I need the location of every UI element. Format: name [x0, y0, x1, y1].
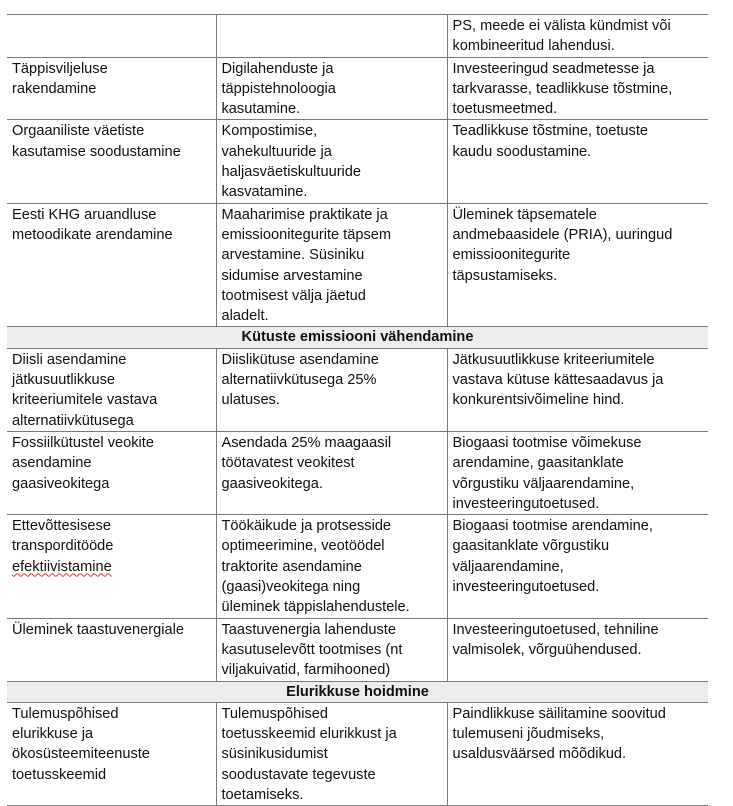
- cell-text-line: väljaarendamine,: [452, 558, 564, 575]
- table-row: [7, 618, 708, 681]
- measure-cell: [7, 618, 216, 681]
- measure-cell: [7, 120, 216, 203]
- cell-text-line: arvestamine. Süsiniku: [221, 247, 365, 264]
- cell-text-line: Digilahenduste ja: [221, 60, 334, 77]
- description-cell: [216, 348, 447, 431]
- cell-text-line: toetamiseks.: [221, 786, 304, 803]
- prerequisites-cell: [447, 120, 708, 203]
- cell-text-line: Orgaaniliste väetiste: [12, 123, 145, 140]
- cell-text-line: viljakuivatid, farmihooned): [221, 662, 391, 679]
- cell-text-line: konkurentsivõimeline hind.: [452, 392, 625, 409]
- measure-cell: [7, 15, 216, 58]
- cell-text-line: ulatuses.: [221, 392, 280, 409]
- cell-text-line: Eesti KHG aruandluse: [12, 206, 157, 223]
- measure-cell: [7, 203, 216, 327]
- cell-text-line: aladelt.: [221, 308, 269, 325]
- description-cell: [216, 120, 447, 203]
- cell-text-line: gaasiveokitega: [12, 475, 110, 492]
- cell-text-line: Paindlikkuse säilitamine soovitud: [452, 705, 666, 722]
- cell-text-line: kasvatamine.: [221, 184, 308, 201]
- measure-cell: [7, 702, 216, 805]
- cell-text-line: Biogaasi tootmise võimekuse: [452, 434, 642, 451]
- cell-text-line: Töökäikude ja protsesside: [221, 518, 392, 535]
- spellcheck-underlined-word: efektiivistamine: [12, 558, 112, 575]
- prerequisites-cell: [447, 15, 708, 58]
- cell-text-line: asendamine: [12, 455, 92, 472]
- table-row: [7, 348, 708, 431]
- cell-text-line: Tulemuspõhised: [12, 705, 119, 722]
- description-cell: [216, 515, 447, 618]
- prerequisites-cell: [447, 348, 708, 431]
- cell-text-line: transporditööde: [12, 538, 114, 555]
- cell-text-line: rakendamine: [12, 80, 97, 97]
- table-row: [7, 203, 708, 327]
- prerequisites-cell: [447, 702, 708, 805]
- cell-text-line: emissioonitegurite: [452, 247, 571, 264]
- table-row: [7, 702, 708, 805]
- cell-text-line: Diislikütuse asendamine: [221, 351, 379, 368]
- description-cell: [216, 702, 447, 805]
- measures-table: [7, 14, 708, 806]
- section-header-row: [7, 681, 708, 702]
- cell-text-line: valmisolek, võrguühendused.: [452, 641, 642, 658]
- cell-text-line: metoodikate arendamine: [12, 226, 173, 243]
- cell-text-line: gaasiveokitega.: [221, 475, 323, 492]
- cell-text-line: alternatiivkütusega 25%: [221, 372, 377, 389]
- cell-text-line: Fossiilkütustel veokite: [12, 434, 154, 451]
- cell-text-line: tootmisest välja jäetud: [221, 287, 366, 304]
- prerequisites-cell: [447, 515, 708, 618]
- measure-cell: [7, 348, 216, 431]
- cell-text-line: toetusskeemid elurikkust ja: [221, 726, 397, 743]
- document-page: [7, 14, 708, 806]
- cell-text-line: üleminek täppislahendustele.: [221, 599, 410, 616]
- description-cell: [216, 618, 447, 681]
- cell-text-line: vahekultuuride ja: [221, 143, 332, 160]
- cell-text-line: (gaasi)veokitega ning: [221, 579, 361, 596]
- cell-text-line: Taastuvenergia lahenduste: [221, 621, 396, 638]
- section-title: Elurikkuse hoidmine: [7, 681, 708, 702]
- cell-text-line: kasutamine.: [221, 101, 301, 118]
- cell-text-line: Maaharimise praktikate ja: [221, 206, 388, 223]
- cell-text-line: elurikkuse ja: [12, 726, 94, 743]
- cell-text-line: Diisli asendamine: [12, 351, 127, 368]
- cell-text-line: PS, meede ei välista kündmist või: [452, 18, 671, 34]
- table-row: [7, 15, 708, 58]
- cell-text-line: [12, 557, 211, 577]
- cell-text-line: kombineeritud lahendusi.: [452, 38, 615, 55]
- cell-text-line: Biogaasi tootmise arendamine,: [452, 518, 653, 535]
- cell-text-line: Ettevõttesisese: [12, 518, 111, 535]
- description-cell: [216, 15, 447, 58]
- cell-text-line: Üleminek täpsematele: [452, 206, 597, 223]
- cell-text-line: gaasitanklate võrgustiku: [452, 538, 610, 555]
- cell-text-line: toetusskeemid: [12, 766, 107, 783]
- cell-text-line: Tulemuspõhised: [221, 705, 329, 722]
- cell-text-line: töötavatest veokitest: [221, 455, 355, 472]
- prerequisites-cell: [447, 203, 708, 327]
- description-cell: [216, 57, 447, 120]
- cell-text-line: Teadlikkuse tõstmine, toetuste: [452, 123, 648, 140]
- description-cell: [216, 203, 447, 327]
- cell-text-line: alternatiivkütusega: [12, 412, 134, 429]
- prerequisites-cell: [447, 57, 708, 120]
- cell-text-line: haljasväetiskultuuride: [221, 164, 362, 181]
- cell-text-line: kriteeriumitele vastava: [12, 392, 158, 409]
- section-title: Kütuste emissiooni vähendamine: [7, 327, 708, 348]
- cell-text-line: täpsustamiseks.: [452, 267, 558, 284]
- cell-text-line: kasutuselevõtt tootmises (nt: [221, 641, 403, 658]
- measure-cell: [7, 515, 216, 618]
- cell-text-line: kasutamise soodustamine: [12, 143, 181, 160]
- cell-text-line: Üleminek taastuvenergiale: [12, 621, 184, 638]
- cell-text-line: jätkusuutlikkuse: [12, 372, 116, 389]
- measure-cell: [7, 431, 216, 514]
- measure-cell: [7, 57, 216, 120]
- cell-text-line: vastava kütuse kättesaadavus ja: [452, 372, 664, 389]
- cell-text-line: Asendada 25% maagaasil: [221, 434, 392, 451]
- cell-text-line: andmebaasidele (PRIA), uuringud: [452, 226, 673, 243]
- cell-text-line: toetusmeetmed.: [452, 101, 558, 118]
- cell-text-line: investeeringutoetused.: [452, 579, 600, 596]
- table-row: [7, 515, 708, 618]
- table-row: [7, 120, 708, 203]
- description-cell: [216, 431, 447, 514]
- cell-text-line: investeeringutoetused.: [452, 495, 600, 512]
- cell-text-line: kaudu soodustamine.: [452, 143, 592, 160]
- cell-text-line: Kompostimise,: [221, 123, 318, 140]
- table-row: [7, 57, 708, 120]
- cell-text-line: võrgustiku väljaarendamine,: [452, 475, 635, 492]
- cell-text-line: Jätkusuutlikkuse kriteeriumitele: [452, 351, 655, 368]
- table-row: [7, 431, 708, 514]
- table-body: [7, 15, 708, 806]
- cell-text-line: Investeeringud seadmetesse ja: [452, 60, 655, 77]
- cell-text-line: ökosüsteemiteenuste: [12, 746, 150, 763]
- cell-text-line: tarkvarasse, teadlikkuse tõstmine,: [452, 80, 673, 97]
- cell-text-line: traktorite asendamine: [221, 558, 362, 575]
- cell-text-line: soodustavate tegevuste: [221, 766, 376, 783]
- cell-text-line: optimeerimine, veotöödel: [221, 538, 385, 555]
- cell-text-line: täppistehnoloogia: [221, 80, 336, 97]
- section-header-row: [7, 327, 708, 348]
- cell-text-line: Täppisviljeluse: [12, 60, 108, 77]
- cell-text-line: sidumise arvestamine: [221, 267, 363, 284]
- prerequisites-cell: [447, 618, 708, 681]
- cell-text-line: emissioonitegurite täpsem: [221, 226, 392, 243]
- cell-text-line: tulemuseni jõudmiseks,: [452, 726, 605, 743]
- cell-text-line: süsinikusidumist: [221, 746, 328, 763]
- prerequisites-cell: [447, 431, 708, 514]
- cell-text-line: arendamine, gaasitanklate: [452, 455, 624, 472]
- cell-text-line: usaldusväärsed mõõdikud.: [452, 746, 627, 763]
- cell-text-line: Investeeringutoetused, tehniline: [452, 621, 659, 638]
